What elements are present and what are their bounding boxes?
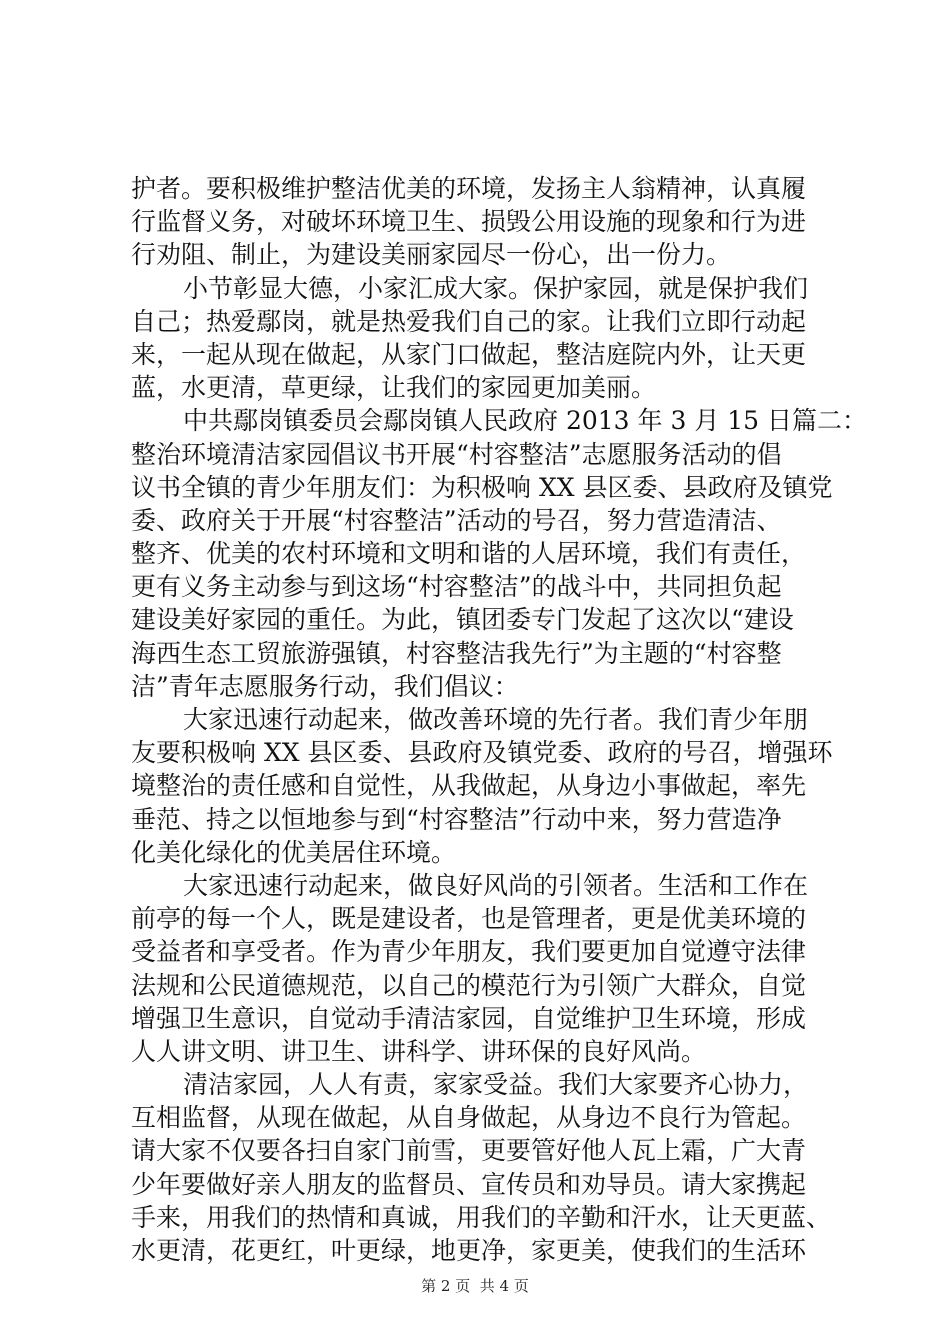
text-line: 行劝阻、制止，为建设美丽家园尽一份心，出一份力。 xyxy=(131,240,732,270)
text-line: 化美化绿化的优美居住环境。 xyxy=(131,837,457,867)
text-line: 委、政府关于开展“村容整洁”活动的号召，努力营造清洁、 xyxy=(131,505,782,535)
text-line: 水更清，花更红，叶更绿，地更净，家更美，使我们的生活环 xyxy=(131,1236,807,1265)
paragraph-start-line: 中共鄢岗镇委员会鄢岗镇人民政府 2013 年 3 月 15 日篇二： xyxy=(183,406,868,436)
text-line: 更有义务主动参与到这场“村容整洁”的战斗中，共同担负起 xyxy=(131,572,782,602)
text-line: 议书全镇的青少年朋友们：为积极响 XX 县区委、县政府及镇党 xyxy=(131,472,833,502)
text-line: 手来，用我们的热情和真诚，用我们的辛勤和汗水，让天更蓝、 xyxy=(131,1202,832,1232)
text-line: 人人讲文明、讲卫生、讲科学、讲环保的良好风尚。 xyxy=(131,1036,707,1066)
text-line: 整齐、优美的农村环境和文明和谐的人居环境，我们有责任， xyxy=(131,539,807,569)
text-line: 前亭的每一个人，既是建设者，也是管理者，更是优美环境的 xyxy=(131,904,807,934)
page-number-footer: 第 2 页 共 4 页 xyxy=(421,1277,529,1295)
paragraph-start-line: 大家迅速行动起来，做改善环境的先行者。我们青少年朋 xyxy=(183,705,809,734)
paragraph-start-line: 小节彰显大德，小家汇成大家。保护家园，就是保护我们 xyxy=(183,273,809,303)
text-line: 法规和公民道德规范，以自己的模范行为引领广大群众，自觉 xyxy=(131,970,807,1000)
text-line: 建设美好家园的重任。为此，镇团委专门发起了这次以“建设 xyxy=(131,605,794,635)
text-line: 垂范、持之以恒地参与到“村容整洁”行动中来，努力营造净 xyxy=(131,804,782,834)
text-line: 蓝，水更清，草更绿，让我们的家园更加美丽。 xyxy=(131,373,657,403)
text-line: 自己；热爱鄢岗，就是热爱我们自己的家。让我们立即行动起 xyxy=(131,306,807,336)
text-line: 来，一起从现在做起，从家门口做起，整洁庭院内外，让天更 xyxy=(131,339,807,369)
paragraph-start-line: 清洁家园，人人有责，家家受益。我们大家要齐心协力， xyxy=(183,1070,809,1100)
paragraph-start-line: 大家迅速行动起来，做良好风尚的引领者。生活和工作在 xyxy=(183,870,809,900)
text-line: 增强卫生意识，自觉动手清洁家园，自觉维护卫生环境，形成 xyxy=(131,1003,807,1033)
text-line: 受益者和享受者。作为青少年朋友，我们要更加自觉遵守法律 xyxy=(131,937,807,967)
text-line: 友要积极响 XX 县区委、县政府及镇党委、政府的号召，增强环 xyxy=(131,738,833,768)
text-line: 整治环境清洁家园倡议书开展“村容整洁”志愿服务活动的倡 xyxy=(131,439,782,469)
text-line: 海西生态工贸旅游强镇，村容整洁我先行”为主题的“村容整 xyxy=(131,638,782,668)
text-line: 互相监督，从现在做起，从自身做起，从身边不良行为管起。 xyxy=(131,1103,807,1133)
text-line: 境整治的责任感和自觉性，从我做起，从身边小事做起，率先 xyxy=(131,771,807,801)
text-line: 少年要做好亲人朋友的监督员、宣传员和劝导员。请大家携起 xyxy=(131,1169,807,1199)
text-line: 行监督义务，对破坏环境卫生、损毁公用设施的现象和行为进 xyxy=(131,207,807,237)
text-line: 洁”青年志愿服务行动，我们倡议： xyxy=(131,671,519,701)
document-body xyxy=(131,172,868,1267)
text-line: 护者。要积极维护整洁优美的环境，发扬主人翁精神，认真履 xyxy=(131,174,807,203)
text-line: 请大家不仅要各扫自家门前雪，更要管好他人瓦上霜，广大青 xyxy=(131,1136,807,1166)
